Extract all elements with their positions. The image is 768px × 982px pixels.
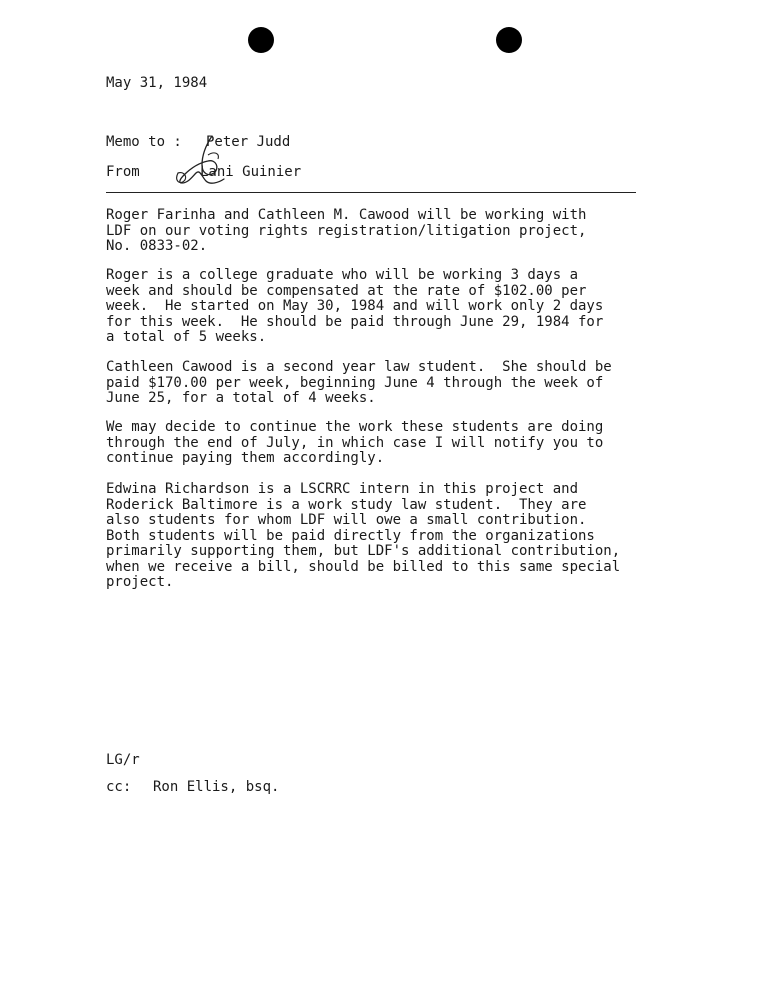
body-line: No. 0833-02. <box>106 238 208 254</box>
body-line: continue paying them accordingly. <box>106 450 385 466</box>
body-line: primarily supporting them, but LDF's additional contribution, <box>106 543 621 559</box>
body-line: week and should be compensated at the rate of $102.00 per <box>106 282 587 299</box>
body-line: paid $170.00 per week, beginning June 4 through the week of <box>106 374 604 391</box>
body-paragraph <box>106 360 686 407</box>
body-line: when we receive a bill, should be billed to this same special <box>106 558 621 575</box>
body-paragraph <box>106 208 686 255</box>
body-line: Edwina Richardson is a LSCRRC intern in this project and <box>106 481 579 497</box>
body-paragraph <box>106 482 686 591</box>
body-line: through the end of July, in which case I will notify you to <box>106 434 604 451</box>
typist-initials: LG/r <box>106 752 140 768</box>
body-line: week. He started on May 30, 1984 and will work only 2 days <box>106 298 604 314</box>
memo-to-label: Memo to : <box>106 134 182 150</box>
body-line: Cathleen Cawood is a second year law student. She should be <box>106 359 612 375</box>
body-line: Roger is a college graduate who will be working 3 days a <box>106 267 579 283</box>
from-value: Lani Guinier <box>200 164 302 180</box>
body-paragraph <box>106 268 686 346</box>
handwritten-initials-signature <box>172 133 234 193</box>
body-line: Roger Farinha and Cathleen M. Cawood will be working with <box>106 207 587 223</box>
body-line: We may decide to continue the work these students are doing <box>106 419 604 435</box>
body-line: also students for whom LDF will owe a small contribution. <box>106 512 587 528</box>
body-line: Both students will be paid directly from the organizations <box>106 527 595 544</box>
body-line: LDF on our voting rights registration/litigation project, <box>106 222 587 239</box>
header-divider <box>106 192 636 193</box>
body-line: June 25, for a total of 4 weeks. <box>106 390 376 406</box>
memo-date: May 31, 1984 <box>106 75 208 91</box>
body-line: Roderick Baltimore is a work study law student. They are <box>106 496 587 513</box>
punch-hole-right <box>496 27 522 53</box>
body-line: for this week. He should be paid through June 29, 1984 for <box>106 313 604 330</box>
punch-hole-left <box>248 27 274 53</box>
body-line: project. <box>106 574 174 590</box>
cc-recipient: Ron Ellis, bsq. <box>153 779 280 795</box>
cc-label: cc: <box>106 779 132 795</box>
body-line: a total of 5 weeks. <box>106 329 267 345</box>
body-paragraph <box>106 420 686 467</box>
memo-to-value: Peter Judd <box>206 134 291 150</box>
from-label: From <box>106 164 140 180</box>
